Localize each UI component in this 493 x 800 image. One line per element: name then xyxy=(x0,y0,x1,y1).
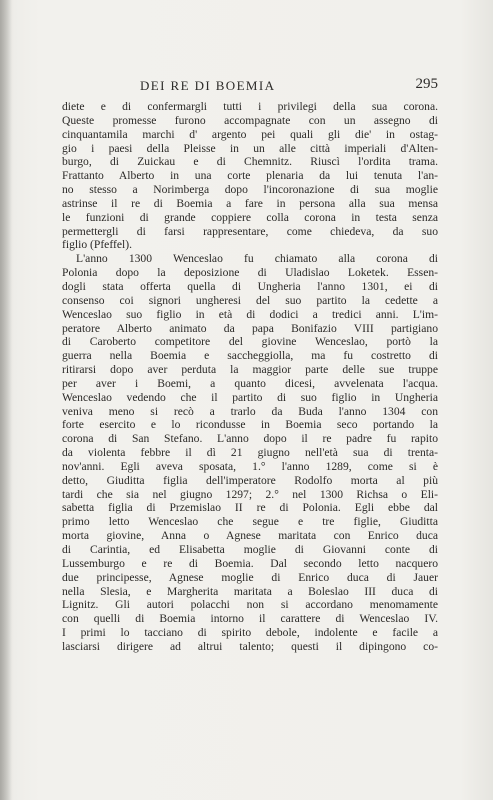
text-line: figlio (Pfeffel). xyxy=(62,238,132,252)
text-line: due principesse, Agnese moglie di Enrico duca di Jauer xyxy=(62,570,438,584)
text-line: Queste promesse furono accompagnate con un assegno di xyxy=(62,113,438,127)
text-line: gio i paesi della Pleisse in un alle città imperiali d'Alten- xyxy=(62,141,438,155)
text-line: guerra nella Boemia e saccheggiolla, ma fu costretto di xyxy=(62,349,438,363)
running-head xyxy=(62,78,438,96)
text-line: astrinse il re di Boemia a fare in persona alla sua mensa xyxy=(62,196,438,210)
text-line: Wenceslao suo figlio in età di dodici a tredici anni. L'im- xyxy=(62,307,438,321)
text-line: per aver i Boemi, a quanto dicesi, avvelenata l'acqua. xyxy=(62,376,438,390)
text-line: ritirarsi dopo aver perduta la maggior parte delle sue truppe xyxy=(62,363,438,377)
text-line: lasciarsi dirigere ad altrui talento; questi il dipingono co- xyxy=(62,639,438,653)
text-line: dogli stata offerta quella di Ungheria l'anno 1301, ei di xyxy=(62,279,438,293)
text-line: Wenceslao vedendo che il partito di suo figlio in Ungheria xyxy=(62,390,438,404)
text-line: peratore Alberto animato da papa Bonifazio VIII partigiano xyxy=(62,321,438,335)
text-line: veniva meno si recò a trarlo da Buda l'anno 1304 con xyxy=(62,404,438,418)
text-line: di Carintia, ed Elisabetta moglie di Giovanni conte di xyxy=(62,543,438,556)
text-line: sabetta figlia di Przemislao II re di Polonia. Egli ebbe dal xyxy=(62,501,438,515)
text-line: nella Slesia, e Margherita maritata a Boleslao III duca di xyxy=(62,584,438,598)
text-line: nov'anni. Egli aveva sposata, 1.° l'anno 1289, come si è xyxy=(62,459,438,473)
text-line: permettergli di farsi rappresentare, come chiedeva, da suo xyxy=(62,224,438,238)
text-line: burgo, di Zuickau e di Chemnitz. Riuscì l'ordita trama. xyxy=(62,155,438,169)
text-line: di Caroberto competitore del giovine Wenceslao, portò la xyxy=(62,335,438,349)
text-line: primo letto Wenceslao che segue e tre figlie, Giuditta xyxy=(62,515,438,529)
running-title: DEI RE DI BOEMIA xyxy=(140,78,276,93)
text-line: da violenta febbre il dì 21 giugno nell'età sua di trenta- xyxy=(62,446,438,460)
text-line: Frattanto Alberto in una corte plenaria da lui tenuta l'an- xyxy=(62,169,438,183)
text-line: detto, Giuditta figlia dell'imperatore Rodolfo morta al più xyxy=(62,473,438,487)
paragraph xyxy=(62,252,438,653)
text-line: morta giovine, Anna o Agnese maritata con Enrico duca xyxy=(62,529,438,543)
text-line: cinquantamila marchi d' argento pei quali gli die' in ostag- xyxy=(62,127,438,141)
body-text xyxy=(62,100,438,654)
text-line: corona di San Stefano. L'anno dopo il re padre fu rapito xyxy=(62,432,438,446)
text-line: diete e di confermargli tutti i privilegi della sua corona. xyxy=(62,100,438,113)
text-line: Lignitz. Gli autori polacchi non si accordano menomamente xyxy=(62,598,438,612)
text-line: no stesso a Norimberga dopo l'incoronazione di sua moglie xyxy=(62,183,438,197)
text-line: le funzioni di grande coppiere colla corona in testa senza xyxy=(62,210,438,224)
text-line: consenso coi signori ungheresi del suo partito la cedette a xyxy=(62,293,438,307)
text-line: Polonia dopo la deposizione di Uladislao Loketek. Essen- xyxy=(62,266,438,280)
text-line: con quelli di Boemia intorno il carattere di Wenceslao IV. xyxy=(62,612,438,626)
page-number: 295 xyxy=(415,76,438,92)
text-line: L'anno 1300 Wenceslao fu chiamato alla corona di xyxy=(76,252,438,266)
paragraph xyxy=(62,100,438,252)
text-line: tardi che sia nel giugno 1297; 2.° nel 1300 Richsa o Eli- xyxy=(62,487,438,501)
text-line: forte esercito e lo ricondusse in Boemia seco portando la xyxy=(62,418,438,432)
text-line: I primi lo tacciano di spirito debole, indolente e facile a xyxy=(62,626,438,640)
text-line: Lussemburgo e re di Boemia. Dal secondo letto nacquero xyxy=(62,556,438,570)
binding-shadow xyxy=(0,0,12,800)
